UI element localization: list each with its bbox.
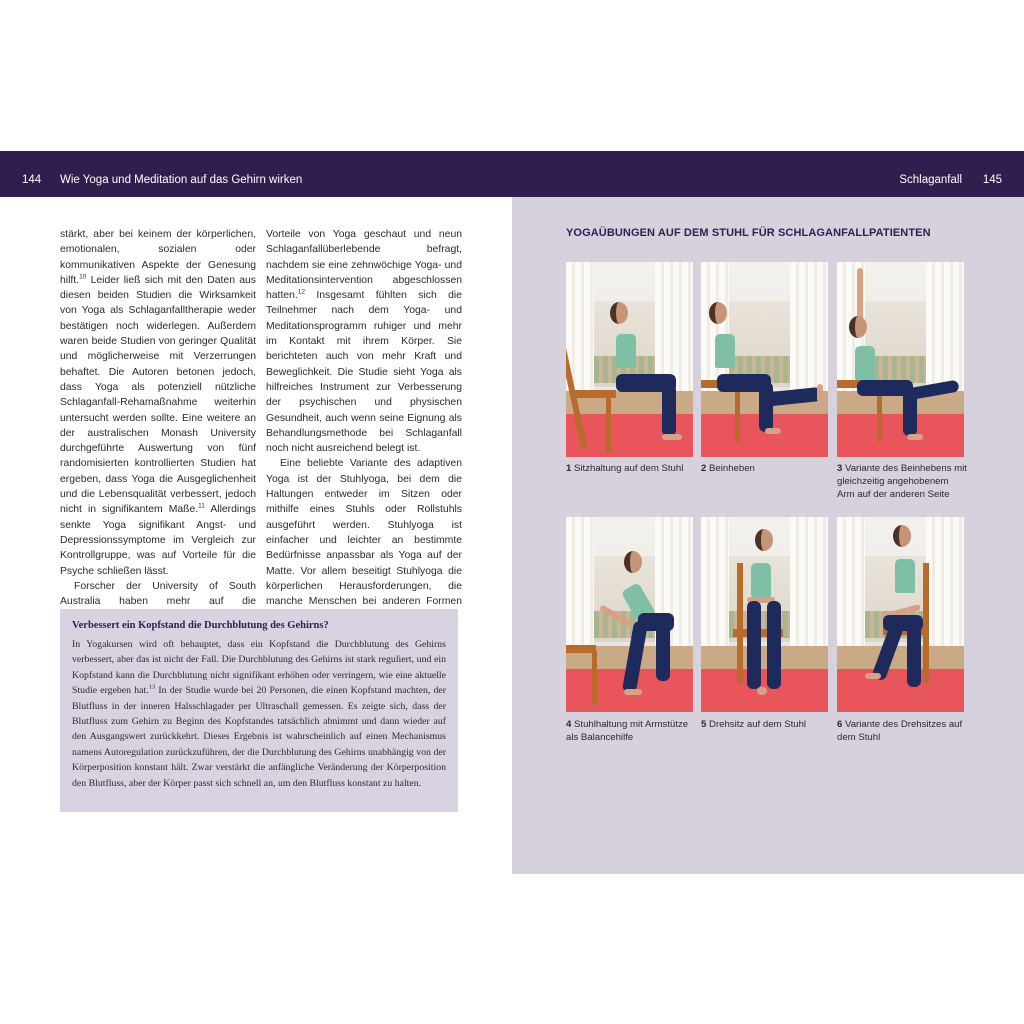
footnote-ref: 12	[297, 288, 306, 296]
caption-4	[566, 718, 696, 744]
info-box-title: Verbessert ein Kopfstand die Durchblutung des Gehirns?	[72, 620, 329, 631]
text-run: Insgesamt fühlten sich die Teilnehmer nach dem Yoga- und Meditationsprogramm ruhiger und mehr im Kontakt mit ihrem Körper. Sie berichteten auch von mehr Kraft und Beweglichkeit. Die Studie sieht Yoga als hilfreiches Instrument zur Verbesserung der psychischen und physischen Gesundheit, auch wenn seine Eignung als Behandlungsmethode bei Schlaganfall noch nicht ausreichend belegt ist.	[266, 290, 462, 455]
photo-6	[837, 517, 964, 712]
left-page-number: 144	[22, 174, 42, 186]
left-running-title: Wie Yoga und Meditation auf das Gehirn wirken	[60, 174, 303, 186]
paragraph	[266, 227, 462, 456]
caption-text: Sitzhaltung auf dem Stuhl	[574, 463, 684, 474]
caption-1	[566, 462, 696, 475]
caption-text: Variante des Drehsitzes auf dem Stuhl	[837, 719, 963, 743]
caption-text: Stuhlhaltung mit Armstütze als Balancehilfe	[566, 719, 689, 743]
text-column-2	[266, 227, 462, 625]
paragraph: Forscher der University of South Australia haben mehr auf die	[60, 580, 256, 608]
photo-4	[566, 517, 693, 712]
caption-text: Beinheben	[709, 463, 755, 474]
text-column-1	[60, 227, 256, 625]
paragraph: Eine beliebte Variante des adaptiven Yoga ist der Stuhlyoga, bei dem die Haltungen entweder im Sitzen oder mithilfe eines Stuhls oder Rollstuhls ausgeführt werden. Stuhlyoga ist einfacher und leichter an bestimmte Bedürfnisse anpassbar als Yoga auf der Matte. Vor allem beseitigt Stuhlyoga die körperlichen Herausforderungen, die manche Menschen bei anderen Formen	[266, 458, 462, 608]
text-run: Vorteile von Yoga geschaut und neun Schlaganfallüberlebende befragt, nachdem sie eine zehnwöchige Yoga- und Meditationsintervention abgeschlossen hatten.	[266, 229, 462, 302]
photo-3	[837, 262, 964, 457]
caption-number: 4	[566, 719, 572, 730]
text-run: In der Studie wurde bei 20 Personen, die einen Kopfstand machten, der Blutfluss in der inneren Halsschlagader per Ultraschall gemessen. Es zeigte sich, dass der Blutfluss zum Gehirn zu Beginn des Kopfstandes tatsächlich abnimmt und dann wieder auf den Ausgangswert zurückkehrt. Dieses Ergebnis ist wahrscheinlich auf einen Mechanismus namens Autoregulation zurückzuführen, der die Durchblutung des Gehirns unabhängig von der Körperposition konstant hält. Zwar verstärkt die anfängliche Veränderung der Körperposition den Blutfluss, aber der Körper passt sich schnell an, um den Blutfluss konstant zu halten.	[72, 685, 446, 789]
caption-5	[701, 718, 831, 731]
right-running-title: Schlaganfall	[899, 174, 962, 186]
text-run: Leider ließ sich mit den Daten aus diesen beiden Studien die Wirksamkeit von Yoga als Schlaganfalltherapie weder bestätigen noch widerlegen. Außerdem waren beide Studien von geringer Qualität und möglicherweise mit Verzerrungen behaftet. Die Autoren betonen jedoch, dass Yoga als potenziell nützliche Schlaganfall-Rehamaßnahme weiterhin untersucht werden sollte. Eine weitere an der australischen Monash University durchgeführte Auswertung von fünf randomisierten kontrollierten Studien hat ergeben, dass Yoga die Ausgeglichenheit und die Lebensqualität verbessert, jedoch nicht in signifikantem Maße.	[60, 274, 256, 516]
info-box	[60, 609, 458, 812]
caption-number: 1	[566, 463, 572, 474]
photo-5	[701, 517, 828, 712]
panel-title: YOGAÜBUNGEN AUF DEM STUHL FÜR SCHLAGANFALLPATIENTEN	[566, 227, 931, 239]
photo-2	[701, 262, 828, 457]
footnote-ref: 11	[198, 502, 205, 510]
caption-6	[837, 718, 967, 744]
caption-text: Drehsitz auf dem Stuhl	[709, 719, 807, 730]
footnote-ref: 13	[148, 683, 156, 691]
text-run: Allerdings senkte Yoga signifikant Angst- und Depressionssymptome im Vergleich zur Kontrollgruppe, was auf Vorteile für die Psyche schließen lässt.	[60, 504, 256, 577]
running-header	[0, 151, 1024, 197]
caption-number: 6	[837, 719, 843, 730]
text-run: In Yogakursen wird oft behauptet, dass ein Kopfstand die Durchblutung des Gehirns verbessert, aber das ist nicht der Fall. Die Durchblutung des Gehirns ist stark reguliert, und ein Kopfstand kann die Durchblutung nicht signifikant erhöhen oder verringern, wie eine aktuelle Studie ergeben hat.	[72, 639, 446, 697]
paragraph	[60, 227, 256, 579]
caption-number: 2	[701, 463, 707, 474]
photo-1	[566, 262, 693, 457]
caption-number: 5	[701, 719, 707, 730]
text-run: stärkt, aber bei keinem der körperlichen, emotionalen, sozialen oder kommunikativen Aspekte der Genesung hilft.	[60, 229, 256, 286]
info-box-body	[72, 637, 446, 791]
caption-number: 3	[837, 463, 843, 474]
caption-2	[701, 462, 831, 475]
right-page-number: 145	[982, 174, 1002, 186]
caption-text: Variante des Beinhebens mit gleichzeitig angehobenem Arm auf der anderen Seite	[837, 463, 967, 500]
footnote-ref: 10	[79, 273, 87, 281]
caption-3	[837, 462, 967, 501]
